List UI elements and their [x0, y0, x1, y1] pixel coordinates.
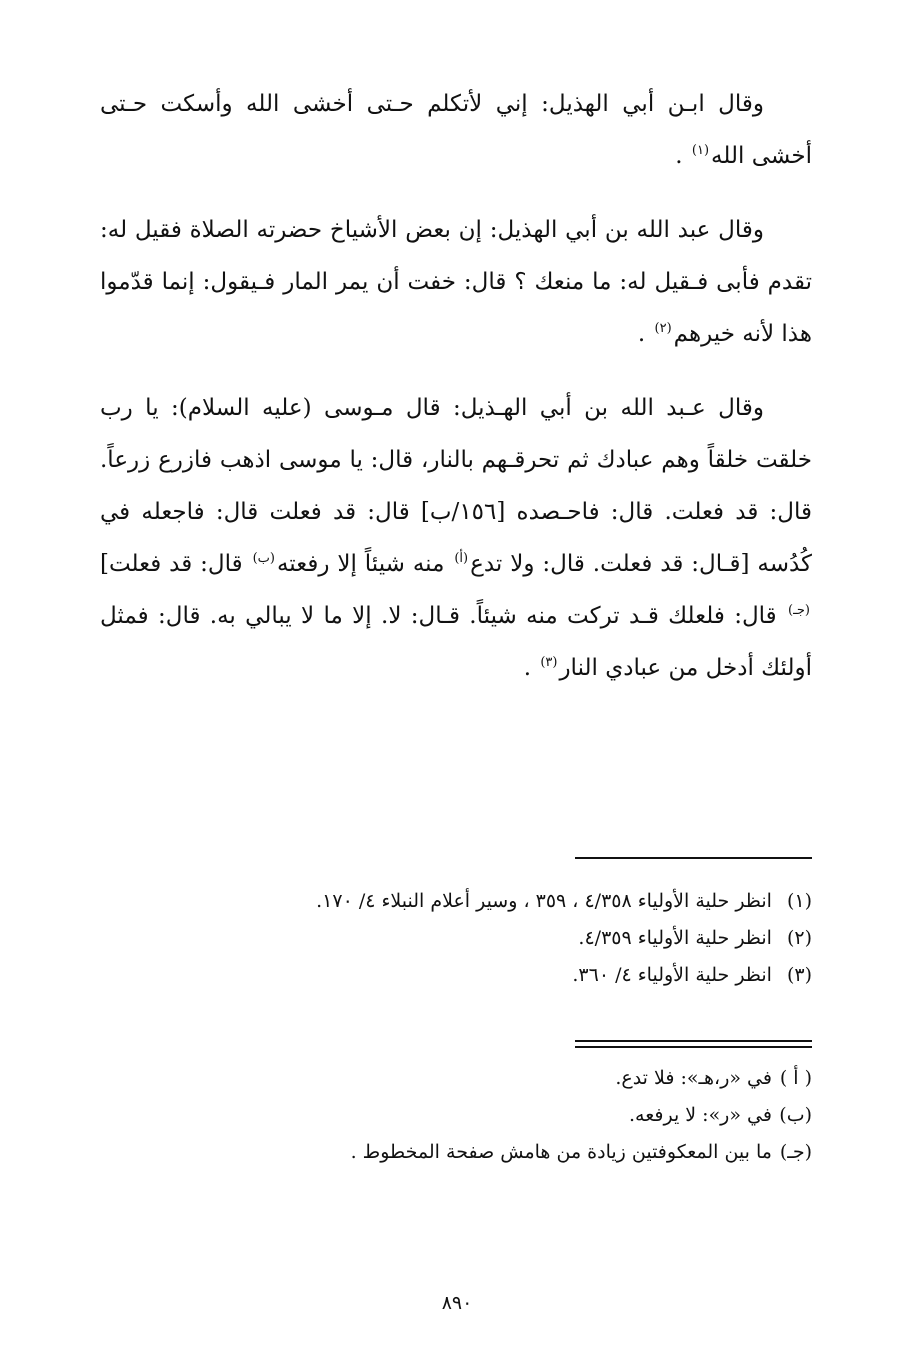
footnote-ref[interactable]: (١)	[691, 143, 710, 159]
footnote	[100, 920, 812, 957]
paragraph	[100, 382, 812, 694]
paragraph-end: .	[675, 143, 690, 169]
footnote	[100, 883, 812, 920]
footnote	[100, 957, 812, 994]
paragraph	[100, 204, 812, 360]
variant-text: في «ر»: لا يرفعه.	[629, 1104, 772, 1126]
variant-mark: (جـ)	[779, 1141, 812, 1163]
footnote-mark: (٣)	[786, 964, 812, 986]
footnote-ref[interactable]: (٢)	[654, 321, 672, 337]
paragraph	[100, 78, 812, 182]
footnote-separator	[575, 857, 812, 859]
variant-text: في «ر،هـ»: فلا تدع.	[615, 1067, 772, 1089]
variant-note	[100, 1134, 812, 1171]
footnote-text: انظر حلية الأولياء ٤/٣٥٨ ، ٣٥٩ ، وسير أعلام النبلاء ٤/ ١٧٠.	[316, 890, 772, 912]
paragraph-text: قال: فلعلك قـد تركت منه شيئاً. قـال: لا. إلا ما لا يبالي به. قال: فمثل أولئك أدخل من عبادي النار	[100, 603, 812, 681]
paragraph-text: وقال عبد الله بن أبي الهذيل: إن بعض الأشياخ حضرته الصلاة فقيل له: تقدم فأبى فـقيل له: ما منعك ؟ قال: خفت أن يمر المار فـيقول: إنما قدّموا هذا لأنه خيرهم	[100, 217, 812, 347]
paragraph-text: وقال عـبد الله بن أبي الهـذيل: قال مـوسى (عليه السلام): يا رب خلقت خلقاً وهم عبادك ثم تحرقـهم بالنار، قال: يا موسى اذهب فازرع زرعاً. قال: قد فعلت. قال: فاحـصده [١٥٦/ب] قال: قد فعلت قال: فاجعله في كُدُسه [قـال: قد فعلت. قال: ولا تدع	[100, 395, 812, 577]
variant-text: ما بين المعكوفتين زيادة من هامش صفحة المخطوط .	[350, 1141, 772, 1163]
variant-ref[interactable]: (ب)	[252, 551, 275, 567]
paragraph-text: منه شيئاً إلا رفعته	[276, 551, 453, 577]
footnote-text: انظر حلية الأولياء ٤/ ٣٦٠.	[572, 964, 772, 986]
paragraph-text: قال: قد فعلت]	[100, 551, 251, 577]
variant-mark: (ب)	[779, 1104, 812, 1126]
footnotes	[100, 883, 812, 994]
footnote-ref[interactable]: (٣)	[540, 655, 558, 671]
page-number: ٨٩٠	[441, 1292, 473, 1314]
variant-note	[100, 1060, 812, 1097]
variant-note	[100, 1097, 812, 1134]
variants-separator	[575, 1040, 812, 1048]
footnote-mark: (٢)	[786, 927, 812, 949]
paragraph-end: .	[523, 655, 539, 681]
paragraph-text: وقال ابـن أبي الهذيل: إني لأتكلم حـتى أخشى الله وأسكت حـتى أخشى الله	[100, 91, 812, 169]
footnote-mark: (١)	[786, 890, 812, 912]
paragraph-end: .	[637, 321, 653, 347]
variant-ref[interactable]: (جـ)	[788, 603, 810, 619]
variant-notes	[100, 1060, 812, 1171]
footnote-text: انظر حلية الأولياء ٤/٣٥٩.	[578, 927, 772, 949]
main-text	[100, 78, 812, 716]
variant-ref[interactable]: (أ)	[454, 551, 469, 567]
variant-mark: ( أ )	[779, 1067, 812, 1089]
